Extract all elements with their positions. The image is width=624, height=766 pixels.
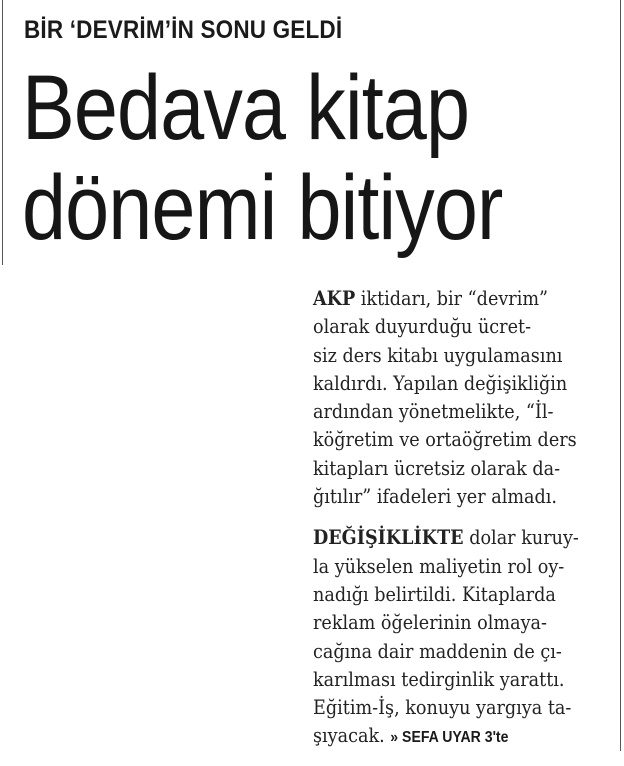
body-line: reklam öğelerinin olmaya- [313, 610, 547, 635]
article-body [313, 284, 613, 766]
paragraph-1 [313, 284, 613, 510]
left-column-rule [2, 0, 3, 265]
body-line: olarak duyurduğu ücret- [313, 314, 532, 339]
body-line: karılması tedirginlik yarattı. [313, 666, 565, 691]
lead-in-akp: AKP [313, 286, 356, 310]
body-text: şıyacak. [313, 723, 385, 748]
body-line [313, 523, 577, 551]
kicker-headline: BİR ‘DEVRİM’İN SONU GELDİ [24, 16, 343, 44]
body-line [313, 284, 577, 312]
body-line: kitapları ücretsiz olarak da- [313, 455, 561, 480]
headline-line-2: dönemi bitiyor [22, 157, 503, 259]
continuation-reference [390, 729, 508, 746]
body-line: la yükselen maliyetin rol oy- [313, 553, 565, 578]
body-line [313, 721, 577, 752]
continuation-arrow-icon: » [390, 729, 399, 747]
main-headline [22, 58, 502, 258]
lead-in-degisiklikte: DEĞİŞİKLİKTE [313, 525, 464, 550]
body-line: cağına dair maddenin de çı- [313, 638, 562, 663]
body-line: kaldırdı. Yapılan değişikliğin [313, 370, 568, 395]
body-line: siz ders kitabı uygulamasını [313, 342, 563, 367]
body-line: köğretim ve ortaöğretim ders [313, 427, 577, 452]
body-line: ardından yönetmelikte, “İl- [313, 399, 554, 424]
body-line: ğıtılır” ifadeleri yer almadı. [313, 484, 558, 509]
continuation-label: SEFA UYAR 3'te [402, 729, 509, 747]
right-column-rule [620, 0, 621, 751]
body-line: nadığı belirtildi. Kitaplarda [313, 581, 556, 606]
body-text: iktidarı, bir “devrim” [355, 286, 549, 310]
headline-line-1: Bedava kitap [22, 57, 470, 159]
paragraph-2 [313, 523, 613, 752]
body-line: Eğitim-İş, konuyu yargıya ta- [313, 695, 572, 720]
body-text: dolar kuruy- [463, 525, 579, 550]
